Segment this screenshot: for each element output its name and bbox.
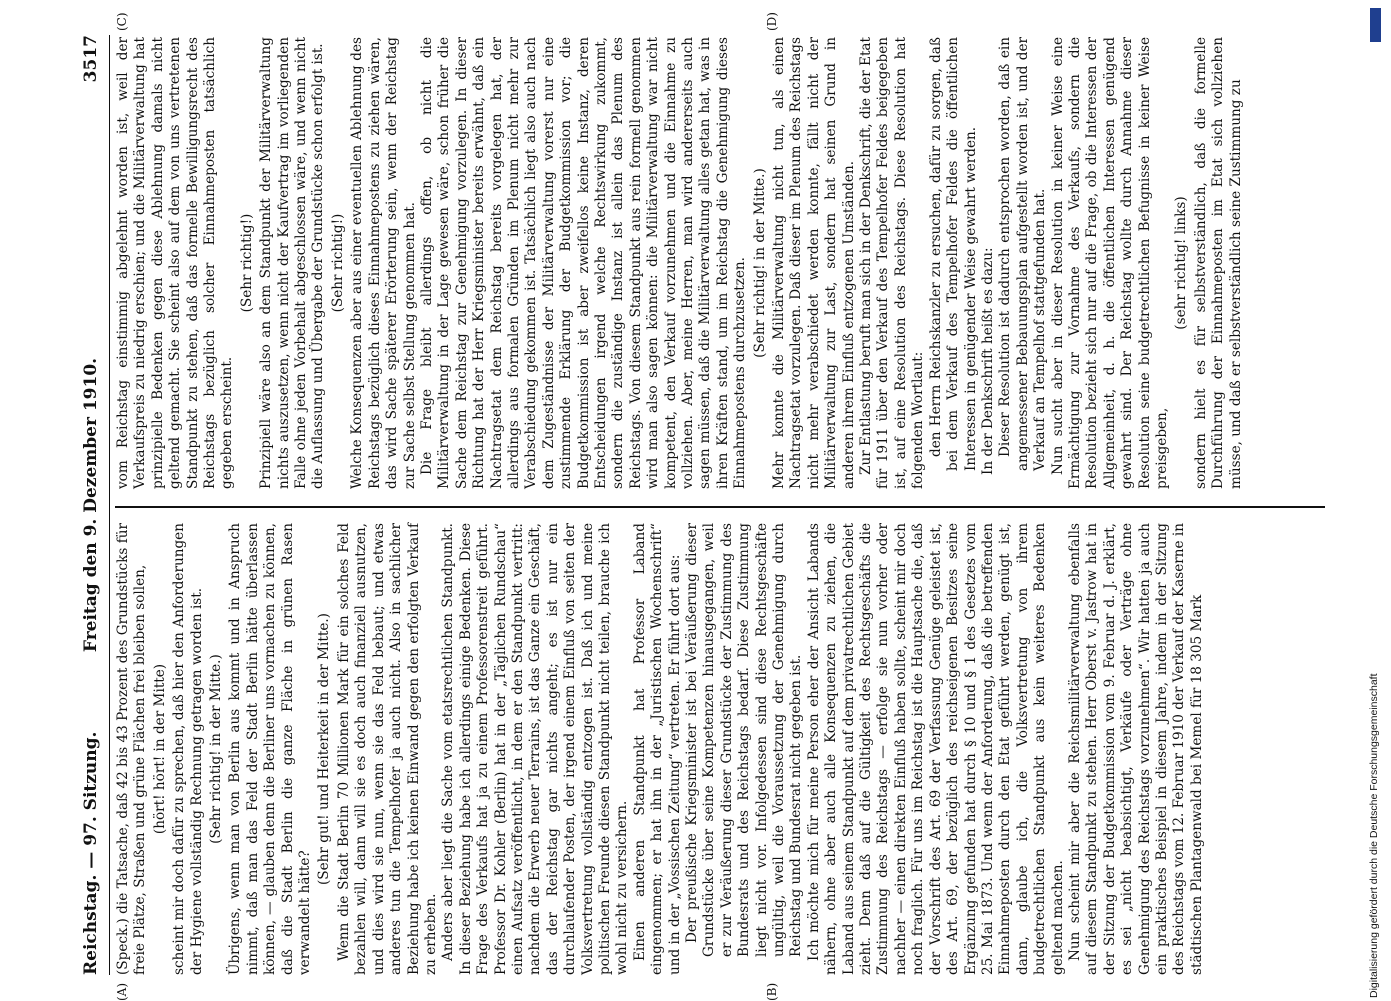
interjection: (sehr richtig! links) bbox=[1173, 196, 1190, 330]
left-column bbox=[115, 523, 1330, 975]
quotation-paragraph: Der preußische Kriegsminister ist bei Veräußerung dieser Grundstücke über seine Kompetenzen hinausgegangen, weil er zur Veräußerung dieser Grundstücke der Zustimmung des Bundesrats und des Reichstags bedarf. Diese Zustimmung liegt nicht vor. Infolgedessen sind diese Rechtsgeschäfte ungültig, weil die Voraussetzung der Genehmigung durch Reichstag und Bundesrat nicht gegeben ist. bbox=[684, 523, 805, 957]
margin-marker-b: (B) bbox=[765, 982, 779, 1001]
paragraph: Anders aber liegt die Sache vom etatsrechtlichen Standpunkt. In dieser Beziehung habe ich allerdings einige Bedenken. Diese Frage des Verkaufs hat ja zu einem Professorenstreit geführt. Professor Dr. Kohler (Berlin) hat in der „Täglichen Rundschau“ einen Aufsatz veröffentlicht, in dem er den Standpunkt vertritt: nachdem die Erwerb neuer Terrains, ist das Ganze ein Geschäft, das der Reichstag gar nichts angeht; es ist nur ein durchlaufender Posten, der irgend einem Einfluß von seiten der Volksvertretung vollständig entzogen ist. Daß ich und meine politischen Freunde diesen Standpunkt nicht teilen, brauche ich wohl nicht zu versichern. bbox=[440, 523, 631, 975]
margin-marker-c: (C) bbox=[115, 12, 129, 31]
quotation-paragraph: den Herrn Reichskanzler zu ersuchen, dafür zu sorgen, daß bei dem Verkauf des Tempelhofer Feldes die öffentlichen Interessen in genügender Weise gewahrt werden. bbox=[927, 37, 979, 471]
paragraph: vom Reichstag einstimmig abgelehnt worden ist, weil der Verkaufspreis zu niedrig erschien; und die Militärverwaltung hat prinzipielle Bedenken gegen diese Ablehnung damals nicht geltend gemacht. Sie scheint also auf dem von uns vertretenen Standpunkt zu stehen, daß das formelle Bewilligungsrecht des Reichstags bezüglich solcher Einnahmeposten tatsächlich gegeben erscheint. bbox=[115, 37, 236, 489]
paragraph: Übrigens, wenn man von Berlin aus kommt und in Anspruch nimmt, daß man das Feld der Stadt Berlin hätte überlassen können, — glauben denn die Berliner uns vormachen zu können, daß die Stadt Berlin die ganze Fläche in grünen Rasen verwandelt hätte? bbox=[227, 523, 314, 975]
paragraph: Wenn die Stadt Berlin 70 Millionen Mark für ein solches Feld bezahlen will, dann will sie es doch auch finanziell ausnutzen, und dies wird sie nun, wenn sie das Feld bebaut; und etwas anderes tun die Tempelhofer ja auch nicht. Also in sachlicher Beziehung habe ich keinen Einwand gegen den erfolgten Verkauf zu erheben. bbox=[335, 523, 439, 975]
paragraph: Die Frage bleibt allerdings offen, ob nicht die Militärverwaltung in der Lage gewesen wäre, schon früher die Sache dem Reichstag zur Genehmigung vorzulegen. In dieser Richtung hat der Herr Kriegsminister bereits erwähnt, daß ein Nachtragsetat dem Reichstag bereits vorgelegen hat, der allerdings aus formalen Gründen im Plenum nicht mehr zur Verabschiedung gekommen ist. Tatsächlich liegt also auch nach dem Zugeständnisse der Militärverwaltung vorerst nur eine zustimmende Erklärung der Budgetkommission vor; die Budgetkommission ist aber zweifellos keine Instanz, deren Entscheidungen irgend welche Rechtswirkung zukommt, sondern die zuständige Instanz ist allein das Plenum des Reichstags. Von diesem Standpunkt aus rein formell genommen wird man also sagen können: die Militärverwaltung war nicht kompetent, den Verkauf vorzunehmen und die Einnahme zu vollziehen. Aber, meine Herren, man wird andererseits auch sagen müssen, daß die Militärverwaltung alles getan hat, was in ihren Kräften stand, um im Reichstag die Genehmigung dieses Einnahmepostens durchzusetzen. bbox=[418, 37, 749, 489]
interjection: (Sehr richtig!) bbox=[238, 213, 255, 313]
interjection: (Sehr richtig! in der Mitte.) bbox=[751, 168, 768, 358]
dfg-logo-text: DFG bbox=[1381, 21, 1391, 40]
paragraph: In der Denkschrift heißt es dazu: bbox=[979, 247, 996, 475]
header-left: Reichstag. — 97. Sitzung. bbox=[81, 731, 101, 975]
margin-marker-d: (D) bbox=[765, 12, 779, 31]
column-divider bbox=[115, 507, 1325, 509]
page-number: 3517 bbox=[81, 35, 101, 83]
paragraph: (Speck.) die Tatsache, daß 42 bis 43 Prozent des Grundstücks für freie Plätze, Straßen und grüne Flächen frei bleiben sollen, bbox=[115, 523, 149, 975]
right-column bbox=[115, 37, 1330, 489]
paragraph: Prinzipiell wäre also an dem Standpunkt der Militärverwaltung nichts auszusetzen, wenn nicht der Kaufvertrag im vorliegenden Falle ohne jeden Vorbehalt abgeschlossen wäre, und wenn nicht die Auflassung und Übergabe der Grundstücke schon erfolgt ist. bbox=[258, 37, 327, 489]
paragraph: sondern hielt es für selbstverständlich, daß die formelle Durchführung der Einnahmeposten im Etat sich vollziehen müsse, und daß er selbstverständlich seine Zustimmung zu bbox=[1192, 37, 1244, 489]
header-center: Freitag den 9. Dezember 1910. bbox=[81, 357, 101, 653]
digitization-credit: Digitalisierung gefördert durch die Deutsche Forschungsgemeinschaft bbox=[1368, 673, 1380, 998]
quotation-paragraph: Dieser Resolution ist dadurch entsprochen worden, daß ein angemessener Bebauungsplan aufgestellt worden ist, und der Verkauf an Tempelhof stattgefunden hat. bbox=[997, 37, 1049, 471]
paragraph: Zur Entlastung beruft man sich in der Denkschrift, die der Etat für 1911 über den Verkauf des Tempelhofer Feldes beigegeben ist, auf eine Resolution des Reichstags. Diese Resolution hat folgenden Wortlaut: bbox=[858, 37, 927, 489]
paragraph: Welche Konsequenzen aber aus einer eventuellen Ablehnung des Reichstags bezüglich dieses Einnahmepostens zu ziehen wären, das wird Sache späterer Erörterung sein, wenn der Reichstag zur Sache selbst Stellung genommen hat. bbox=[349, 37, 418, 489]
paragraph: Nun scheint mir aber die Reichsmilitärverwaltung ebenfalls auf diesem Standpunkt zu stehen. Herr Oberst v. Jastrow hat in der Sitzung der Budgetkommission vom 9. Februar d. J. erklärt, es sei „nicht beabsichtigt, Verkäufe oder Verträge ohne Genehmigung des Reichstags vorzunehmen“. Wir hatten ja auch ein praktisches Beispiel in diesem Jahre, indem in der Sitzung des Reichstags vom 12. Februar 1910 der Verkauf der Kaserne in städtischen Plantagenwald bei Memel für 18 305 Mark bbox=[1066, 523, 1205, 975]
interjection: (Sehr richtig! in der Mitte.) bbox=[208, 654, 225, 844]
rotated-sheet bbox=[75, 12, 1335, 1001]
margin-marker-a: (A) bbox=[115, 982, 129, 1001]
paragraph: Nun sucht aber in dieser Resolution in keiner Weise eine Ermächtigung zur Vornahme des Verkaufs, sondern die Resolution bezieht sich nur auf die Frage, ob die Interessen der Allgemeinheit, d. h. die öffentlichen Interessen genügend gewahrt sind. Der Reichstag wollte durch Annahme dieser Resolution seine budgetrechtlichen Befugnisse in keiner Weise preisgeben, bbox=[1049, 37, 1170, 489]
dfg-logo bbox=[1370, 8, 1391, 42]
paragraph: Mehr konnte die Militärverwaltung nicht tun, als einen Nachtragsetat vorzulegen. Daß dieser im Plenum des Reichstags nicht mehr verabschiedet werden konnte, fällt nicht der Militärverwaltung zur Last, sondern hat seinen Grund in anderen ihrem Einfluß entzogenen Umständen. bbox=[771, 37, 857, 489]
interjection: (Sehr gut! und Heiterkeit in der Mitte.) bbox=[316, 613, 333, 885]
interjection: (hört! hört! in der Mitte) bbox=[151, 663, 168, 835]
page-header bbox=[75, 35, 110, 975]
interjection: (Sehr richtig!) bbox=[329, 213, 346, 313]
paragraph: Einen anderen Standpunkt hat Professor Laband eingenommen; er hat ihn in der „Juristischen Wochenschrift“ und in der „Vossischen Zeitung“ vertreten. Er führt dort aus: bbox=[631, 523, 683, 975]
paragraph: Ich möchte mich für meine Person eher der Ansicht Labands nähern, ohne aber auch alle Konsequenzen zu ziehen, die Laband aus seinem Standpunkt auf dem privatrechtlichen Gebiet zieht. Denn daß auf die Gültigkeit des Rechtsgeschäfts die Zustimmung des Reichstags — erfolge sie nun vorher oder nachher — einen direkten Einfluß haben sollte, scheint mir doch noch fraglich. Für uns im Reichstag ist die Hauptsache die, daß der Vorschrift des Art. 69 der Verfassung Genüge geleistet ist, des Art. 69, der bezüglich des reichseigenen Besitzes seine Ergänzung gefunden hat durch § 10 und § 1 des Gesetzes vom 25. Mai 1873. Und wenn der Anforderung, daß die betreffenden Einnahmeposten durch den Etat geführt werden, genügt ist, dann, glaube ich, die Volksvertretung von ihrem budgetrechtlichen Standpunkt aus kein weiteres Bedenken geltend machen. bbox=[805, 523, 1066, 975]
paragraph: scheint mir doch dafür zu sprechen, daß hier den Anforderungen der Hygiene vollständig Rechnung getragen worden ist. bbox=[171, 523, 205, 975]
